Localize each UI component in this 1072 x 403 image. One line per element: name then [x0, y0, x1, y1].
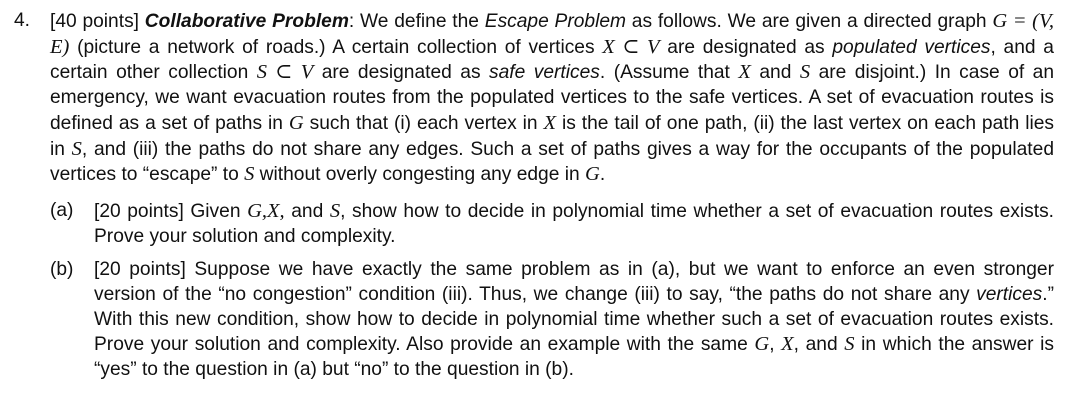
s-math: S	[244, 163, 255, 186]
x-math: X	[543, 111, 557, 134]
statement-text: : We define the	[348, 11, 485, 32]
problem-title: Collaborative Problem	[144, 11, 349, 32]
part-b-label: (b)	[50, 259, 74, 281]
vertices-term: vertices	[976, 284, 1043, 306]
statement-text: and	[750, 62, 800, 84]
part-b-text: [20 points] Suppose we have exactly the same problem as in (a), but we want to enforce an even stronger version of the “no congestion” condition (iii). Thus, we change (iii) to say, “the paths do not share any	[94, 259, 1054, 306]
statement-text: such that (i) each vertex in	[303, 112, 544, 134]
x-subset-math: X ⊂ V	[602, 35, 660, 58]
safe-vertices-term: safe vertices	[489, 62, 600, 84]
graph-definition-math: G = (V, E)	[50, 10, 1054, 58]
populated-vertices-term: populated vertices	[832, 36, 991, 58]
sub-parts	[14, 199, 1054, 383]
part-b	[50, 258, 1054, 383]
part-b-text: ,	[769, 334, 782, 356]
x-math: X	[781, 333, 794, 356]
statement-text: are designated as	[659, 36, 833, 58]
part-a-label: (a)	[50, 199, 74, 221]
part-b-text: .” With this new condition, show how to decide in polynomial time whether such a set of evacuation routes exists. Prove your solution and complexity. Also provide an example with the same	[94, 284, 1054, 356]
g-math: G	[585, 163, 600, 186]
escape-problem-term: Escape Problem	[484, 11, 626, 32]
statement-text: are designated as	[313, 62, 490, 84]
statement-text: as follows. We are given a directed graph	[626, 11, 993, 32]
statement-text: (picture a network of roads.) A certain collection of vertices	[69, 36, 603, 58]
part-b-text: , and	[793, 334, 845, 356]
g-math: G	[288, 111, 304, 134]
gxs-math: G,X,	[247, 199, 285, 222]
statement-text: without overly congesting any edge in	[254, 164, 586, 186]
s-math: S	[844, 333, 855, 356]
part-a-text: [20 points] Given	[94, 200, 248, 222]
s-math: S	[329, 199, 341, 222]
s-math: S	[799, 61, 811, 84]
part-a	[50, 199, 1054, 249]
statement-text: , and (iii) the paths do not share any edges. Such a set of paths gives a way for the occupants of the populated vertices to “escape” to	[50, 138, 1054, 186]
problem-4	[14, 9, 1054, 392]
statement-text: are disjoint.) In case of an emergency, we want evacuation routes from the populated vertices to the safe vertices. A set of evacuation routes is defined as a set of paths in	[50, 62, 1055, 134]
statement-text: .	[599, 164, 606, 186]
statement-text: is the tail of one path, (ii) the last vertex on each path lies in	[50, 112, 1054, 160]
problem-number: 4.	[14, 10, 31, 31]
s-math: S	[71, 137, 82, 160]
part-b-text: in which the answer is “yes” to the question in (a) but “no” to the question in (b).	[94, 334, 1054, 381]
part-a-text: and	[284, 200, 330, 222]
statement-text: . (Assume that	[599, 62, 739, 84]
x-math: X	[738, 61, 751, 84]
g-math: G	[754, 333, 770, 356]
statement-text: , and a certain other collection	[50, 36, 1054, 84]
problem-statement	[14, 9, 1054, 188]
s-subset-math: S ⊂ V	[256, 61, 314, 84]
part-a-text: , show how to decide in polynomial time whether a set of evacuation routes exists. Prove your solution and complexity.	[94, 200, 1054, 247]
problem-points: [40 points]	[50, 11, 139, 32]
